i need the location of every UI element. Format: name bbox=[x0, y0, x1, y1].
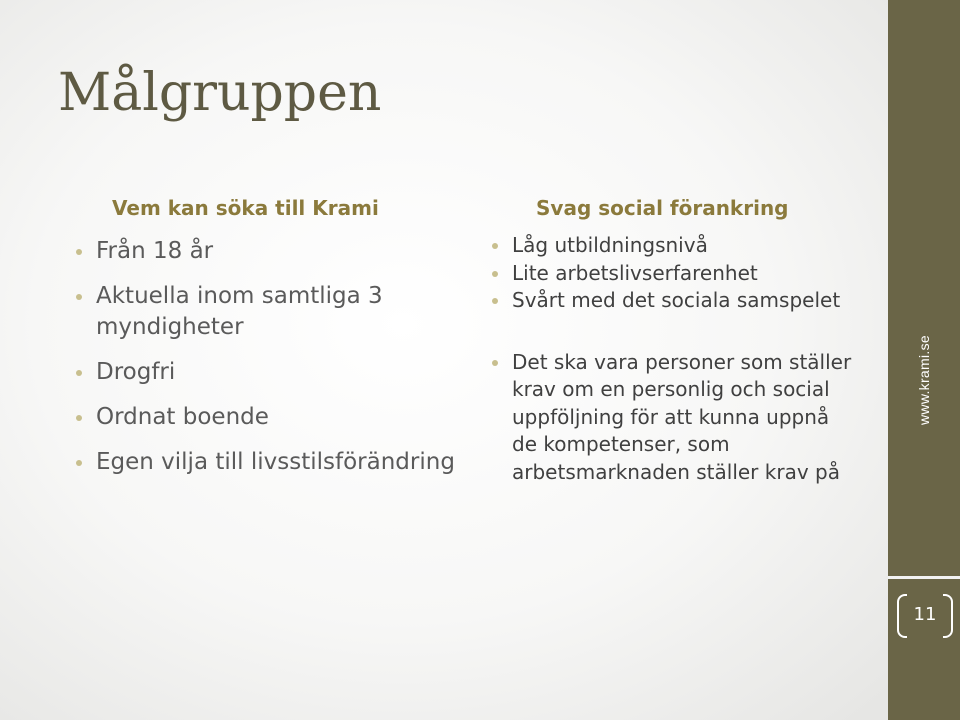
right-column-heading: Svag social förankring bbox=[536, 196, 789, 220]
left-column-heading: Vem kan söka till Krami bbox=[112, 196, 379, 220]
bullet-icon bbox=[76, 370, 82, 376]
bullet-icon bbox=[492, 298, 498, 304]
sidebar-divider bbox=[888, 576, 960, 579]
page-number-label: 11 bbox=[913, 604, 937, 625]
bullet-icon bbox=[492, 243, 498, 249]
left-brace-icon bbox=[897, 594, 907, 638]
list-item: Aktuella inom samtliga 3 myndigheter bbox=[96, 281, 456, 343]
bullet-icon bbox=[492, 271, 498, 277]
left-bullet-list bbox=[96, 236, 456, 492]
right-brace-icon bbox=[943, 594, 953, 638]
bullet-icon bbox=[76, 460, 82, 466]
list-item: Ordnat boende bbox=[96, 402, 456, 433]
website-watermark: www.krami.se bbox=[916, 335, 932, 425]
list-item: Lite arbetslivserfarenhet bbox=[512, 260, 852, 288]
list-item: Det ska vara personer som ställer krav om en personlig och social uppföljning för att kunna uppnå de kompetenser, som arbetsmarknaden ställer krav på bbox=[512, 349, 852, 487]
list-item: Svårt med det sociala samspelet bbox=[512, 287, 852, 315]
bullet-icon bbox=[76, 294, 82, 300]
list-item: Drogfri bbox=[96, 357, 456, 388]
bullet-icon bbox=[492, 360, 498, 366]
bullet-icon bbox=[76, 249, 82, 255]
slide-title: Målgruppen bbox=[58, 63, 382, 123]
list-item: Från 18 år bbox=[96, 236, 456, 267]
page-number bbox=[897, 594, 953, 636]
right-bullet-list bbox=[512, 232, 852, 486]
bullet-icon bbox=[76, 415, 82, 421]
list-item: Egen vilja till livsstilsförändring bbox=[96, 447, 456, 478]
list-item: Låg utbildningsnivå bbox=[512, 232, 852, 260]
